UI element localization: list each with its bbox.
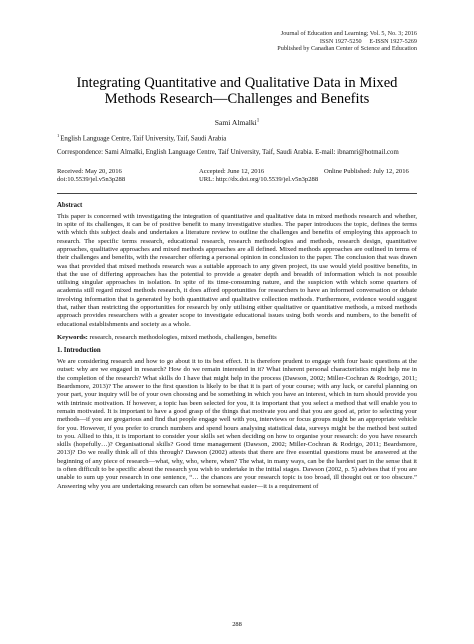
abstract-text: This paper is concerned with investigating the integration of quantitative and qualitative data in mixed methods research and whether, in spite of its challenges, it can be of positive benefit to many investigative studies. The paper introduces the topic, defines the terms with which this subject deals and undertakes a literature review to outline the challenges and benefits of employing this approach to research. The specific terms research, educational research, research methodologies and methods, research design, quantitative approaches, qualitative approaches and mixed methods approaches are all defined. Mixed methods approaches are outlined in terms of their challenges and benefits, with the researcher offering a personal opinion in conclusion to the paper. The conclusion that was drawn was that provided that mixed methods research was a suitable approach to any given project, its use would yield positive benefits, in that the use of differing approaches has the potential to provide a greater depth and breadth of information which is not possible utilising singular approaches in isolation. In spite of its time-consuming nature, and the suspicion with which some quarters of academia still regard mixed methods research, it does afford opportunities for researchers to have an informed conversation or debate involving information that is generated by both quantitative and qualitative collection methods. Furthermore, evidence would suggest that, rather than restricting the opportunities for research by only utilising either qualitative or quantitative methods, a mixed methods approach provides researchers with a greater scope to investigate educational issues using both words and numbers, to the benefit of educational establishments and society as a whole.: [57, 212, 417, 328]
journal-publisher: Published by Canadian Center of Science and Education: [277, 45, 417, 53]
author-superscript: 1: [256, 118, 260, 124]
publication-dates: [57, 168, 417, 185]
affiliation: [57, 133, 417, 142]
introduction-heading: 1. Introduction: [57, 347, 101, 355]
author-name: Sami Almalki: [214, 117, 257, 127]
journal-issn: ISSN 1927-5250 E-ISSN 1927-5269: [319, 37, 417, 45]
received-date: Received: May 20, 2016: [57, 167, 122, 175]
page-number: 288: [232, 621, 242, 628]
affiliation-marker: 1: [57, 132, 60, 138]
journal-header: [57, 30, 417, 53]
correspondence: Correspondence: Sami Almalki, English Language Centre, Taif University, Taif, Saudi Arabia. E-mail: ibnamri@hotmail.com: [57, 149, 399, 157]
keywords: [57, 334, 417, 342]
online-date: Online Published: July 12, 2016: [324, 167, 409, 175]
doi: doi:10.5539/jel.v5n3p288: [57, 176, 126, 184]
affiliation-text: English Language Centre, Taif University, Taif, Saudi Arabia: [60, 135, 227, 143]
abstract-heading: Abstract: [57, 201, 83, 209]
keywords-text: research, research methodologies, mixed methods, challenges, benefits: [87, 333, 277, 341]
divider: [57, 193, 417, 194]
paper-title: Integrating Quantitative and Qualitative Data in Mixed Methods Research—Challenges and Benefits: [76, 74, 398, 108]
accepted-date: Accepted: June 12, 2016: [199, 167, 265, 175]
author-line: [57, 118, 417, 127]
introduction-text: We are considering research and how to go about it to its best effect. It is therefore prudent to engage with four basic questions at the outset: why are we engaged in research? How do we remain interested in it? What inherent personal characteristics might help me in the completion of the research? What skills do I have that might help in the process (Dawson, 2002; Miller-Cochran & Rodrigo, 2011; Beardsmore, 2013)? The answer to the first question is likely to be that it is part of your course; with any luck, or careful planning on your part, your inquiry will be of your own choosing and be something in which you have an interest, which in turn should provide you with intrinsic motivation. If however, a topic has been selected for you, it is important that you select a method that will enable you to remain motivated. It is important to have a good grasp of the things that motivate you and that you are good at, prior to selecting your methods—if you are gregarious and find that people engage well with you, interviews or focus groups might be an appropriate vehicle for you. However, if you prefer to crunch numbers and spend hours analysing statistical data, surveys might be the method best suited to you. Allied to this, it is important to consider your skills set when deciding on how to organise your research: do you have research skills (hopefully…)? Organisational skills? Good time management (Dawson, 2002; Miller-Cochran & Rodrigo, 2011; Beardsmore, 2013)? Do we really think all of this through? Dawson (2002) attests that there are five essential questions must be answered at the beginning of any piece of research—what, why, who, where, when? The what, in many ways, can be the hardest part in the sense that it is often difficult to be specific about the research you wish to undertake in the initial stages. Dawson (2002, p. 5) advises that if you are unable to sum up your research in one sentence, “… the chances are your research topic is too broad, ill thought out or too obscure.” Answering why you are undertaking research can often be somewhat easier—it is a requirement of: [57, 358, 417, 490]
url: URL: http://dx.doi.org/10.5539/jel.v5n3p288: [199, 176, 319, 184]
keywords-label: Keywords:: [57, 333, 88, 341]
journal-citation: Journal of Education and Learning; Vol. 5, No. 3; 2016: [280, 30, 417, 37]
